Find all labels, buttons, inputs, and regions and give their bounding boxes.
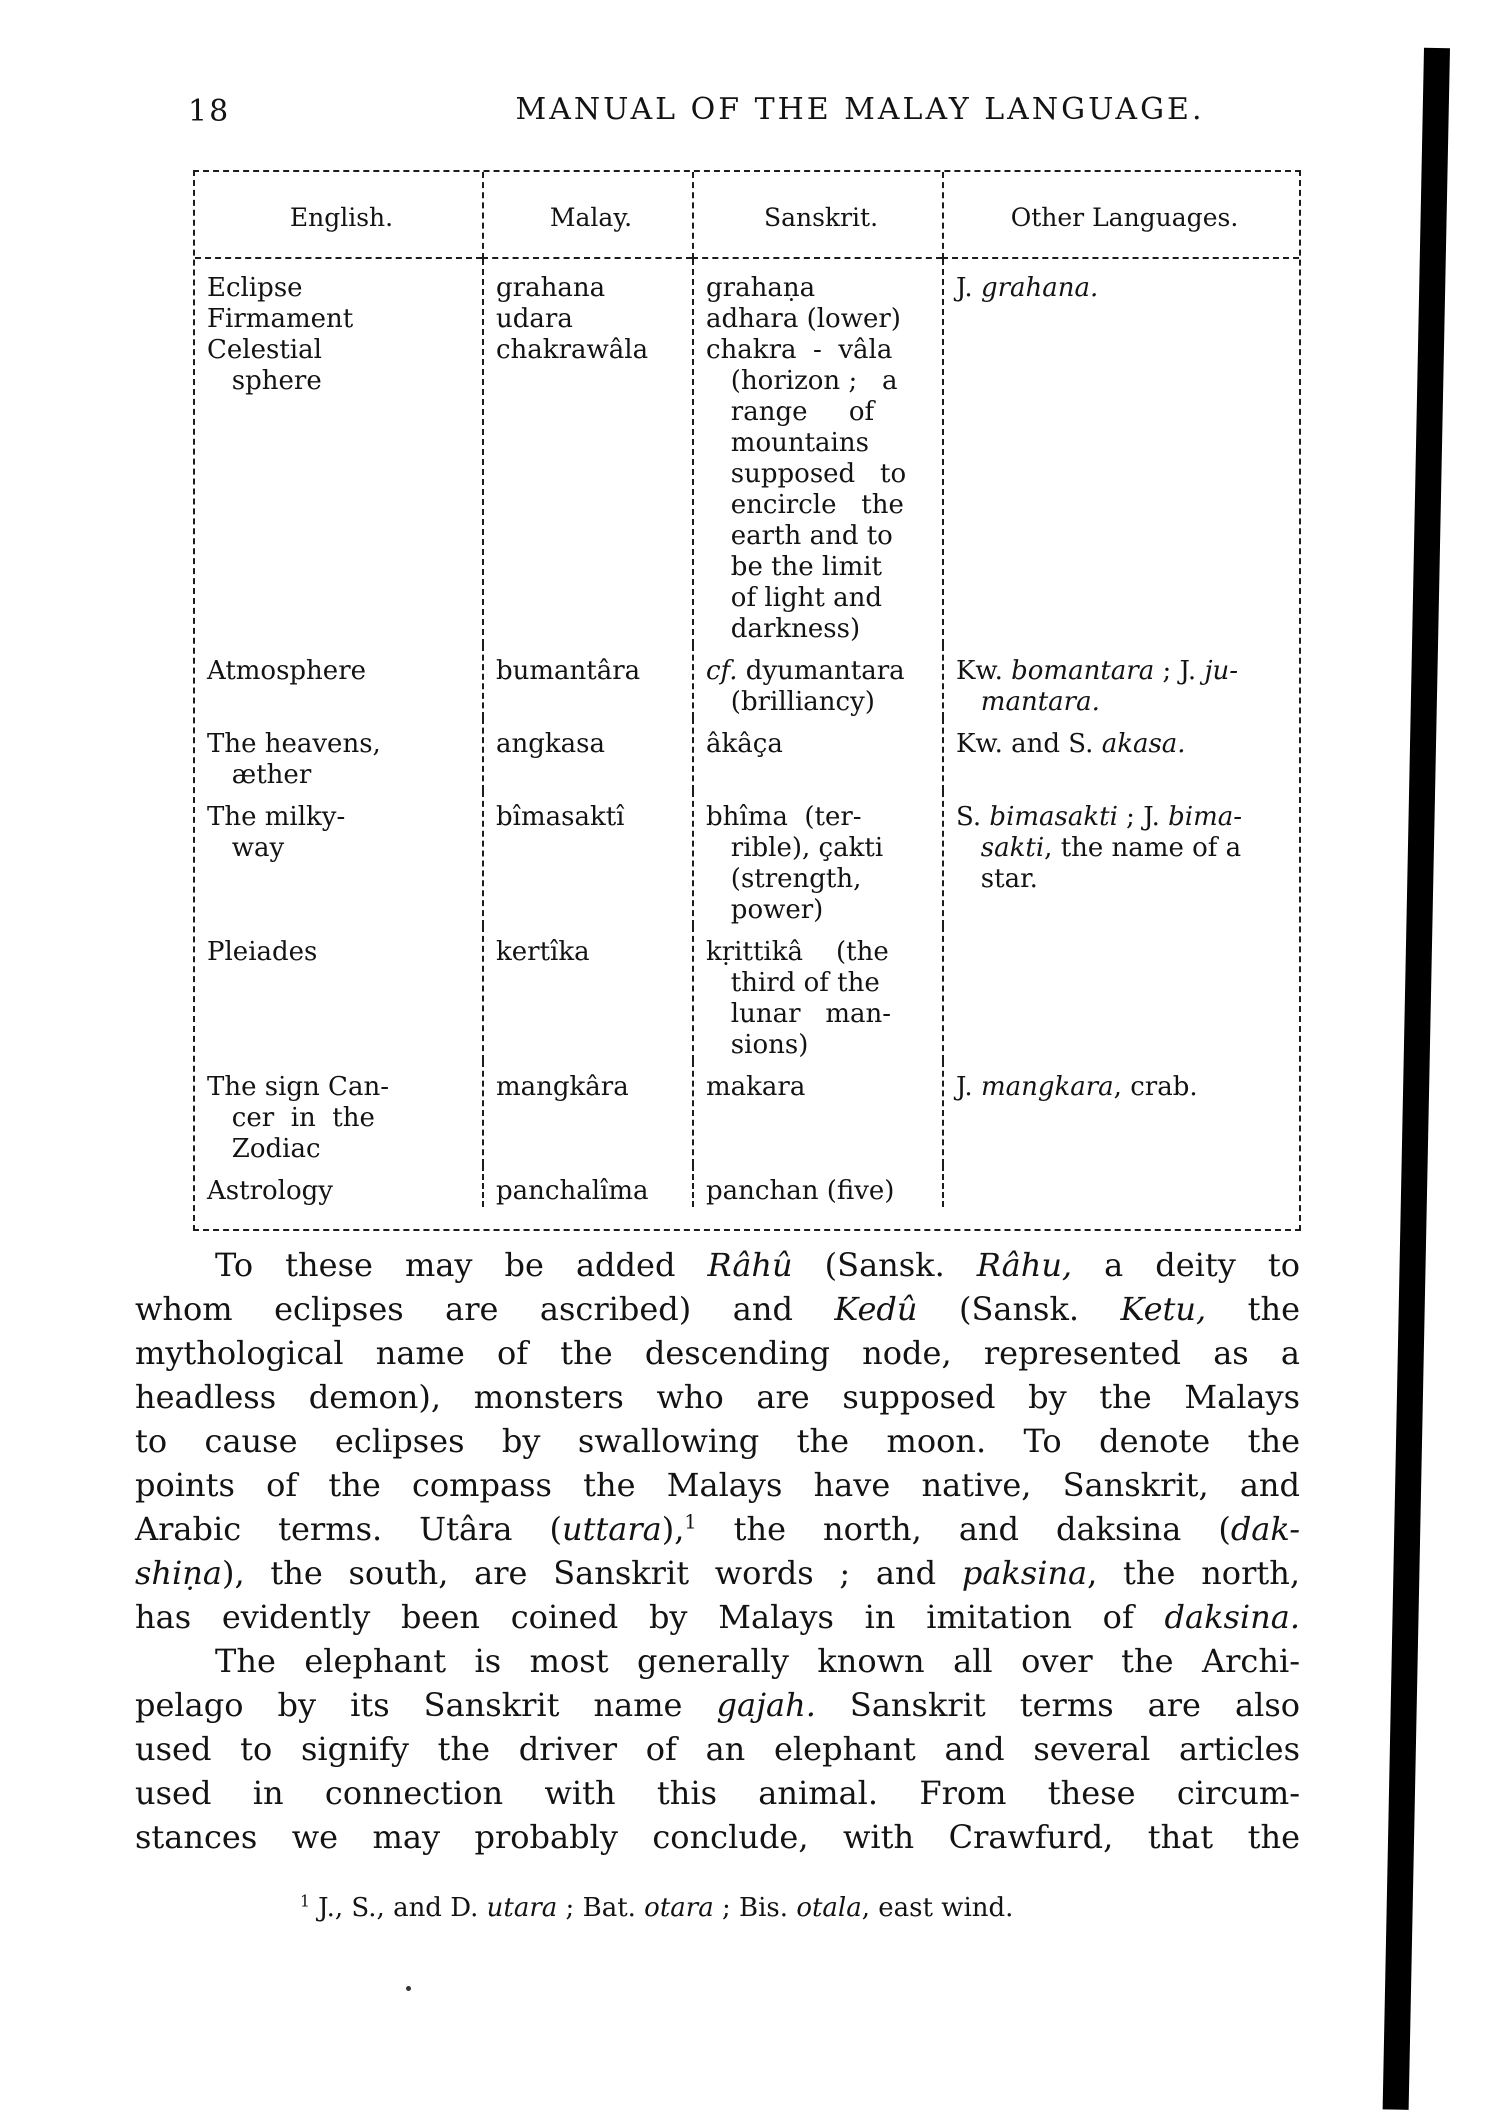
text-run: Ketu,: [1120, 1290, 1207, 1328]
text-line: [135, 1331, 1300, 1375]
text-run: power): [706, 895, 824, 925]
text-run: Râhu,: [976, 1246, 1073, 1284]
text-run: has evidently been coined by Malays in imitation of: [135, 1598, 1165, 1636]
text-line: [706, 1030, 936, 1061]
text-line: [706, 645, 936, 687]
text-line: [207, 926, 476, 968]
text-run: a deity to: [1072, 1246, 1301, 1284]
text-line: [496, 259, 686, 304]
text-line: [207, 366, 476, 397]
text-run: pelago by its Sanskrit name: [135, 1686, 717, 1724]
text-run: supposed to: [706, 459, 907, 489]
text-run: uttara: [561, 1510, 662, 1548]
table-cell: [482, 259, 692, 645]
text-run: æther: [207, 760, 312, 790]
text-run: sakti: [980, 833, 1045, 863]
column-header-english: English.: [195, 172, 482, 259]
text-line: [706, 895, 936, 926]
table-cell: [692, 1061, 942, 1165]
table-cell: [482, 645, 692, 718]
text-run: cf.: [706, 656, 738, 686]
table-cell: [195, 1165, 482, 1207]
text-line: [706, 614, 936, 645]
footnote: [300, 1892, 1013, 1924]
text-run: gajah.: [716, 1686, 816, 1724]
text-line: [706, 1165, 936, 1207]
paragraph: [135, 1639, 1300, 1859]
text-line: [706, 366, 936, 397]
text-run: mythological name of the descending node, represented as a: [135, 1334, 1300, 1372]
text-run: encircle the: [706, 490, 904, 520]
text-run: dak-: [1230, 1510, 1301, 1548]
text-run: Eclipse: [207, 273, 303, 303]
text-run: kṛittikâ (the: [706, 937, 889, 967]
paragraph: [135, 1243, 1300, 1639]
table-cell: [482, 1165, 692, 1207]
column-header-other-languages: Other Languages.: [942, 172, 1299, 259]
text-line: [207, 1103, 476, 1134]
text-line: [135, 1639, 1300, 1683]
page-number: 18: [188, 94, 231, 129]
text-run: whom eclipses are ascribed) and: [135, 1290, 835, 1328]
text-run: shiṇa: [135, 1554, 222, 1592]
text-run: , the name of a: [1044, 833, 1242, 863]
table-cell: [482, 926, 692, 1061]
text-line: [207, 1061, 476, 1103]
text-run: be the limit: [706, 552, 882, 582]
text-run: (horizon ; a: [706, 366, 898, 396]
text-line: [207, 718, 476, 760]
text-line: [706, 791, 936, 833]
text-line: [207, 833, 476, 864]
text-run: mantara.: [980, 687, 1100, 717]
text-run: star.: [956, 864, 1038, 894]
text-run: the: [1206, 1290, 1301, 1328]
text-line: [956, 864, 1293, 895]
text-run: angkasa: [496, 729, 605, 759]
text-run: grahaṇa: [706, 273, 816, 303]
text-run: , east wind.: [861, 1893, 1014, 1923]
text-run: utara: [486, 1893, 558, 1923]
text-line: [706, 490, 936, 521]
table-cell: [942, 1061, 1299, 1165]
text-line: [706, 583, 936, 614]
text-run: Atmosphere: [207, 656, 367, 686]
text-run: bomantara: [1011, 656, 1155, 686]
vocabulary-table: [193, 170, 1301, 1231]
text-run: The elephant is most generally known all over the Archi-: [215, 1642, 1300, 1680]
text-line: [706, 833, 936, 864]
text-run: akasa.: [1101, 729, 1186, 759]
text-run: J.: [956, 273, 981, 303]
text-line: [135, 1815, 1300, 1859]
table-cell: [692, 926, 942, 1061]
text-line: [706, 687, 936, 718]
table-cell: [942, 1165, 1299, 1207]
text-line: [956, 791, 1293, 833]
text-run: Kw.: [956, 656, 1012, 686]
text-run: range of: [706, 397, 875, 427]
text-line: [956, 259, 1293, 304]
text-line: [956, 687, 1293, 718]
table-cell: [482, 791, 692, 926]
text-run: lunar man-: [706, 999, 892, 1029]
text-run: bîmasaktî: [496, 802, 625, 832]
text-run: ; Bis.: [713, 1893, 797, 1923]
text-run: Pleiades: [207, 937, 318, 967]
text-run: adhara (lower): [706, 304, 901, 334]
text-line: [706, 552, 936, 583]
text-line: [956, 645, 1293, 687]
text-run: udara: [496, 304, 573, 334]
text-line: [207, 1134, 476, 1165]
table-cell: [692, 259, 942, 645]
text-line: [135, 1595, 1300, 1639]
table-cell: [692, 645, 942, 718]
text-run: Celestial: [207, 335, 322, 365]
text-run: chakra - vâla: [706, 335, 893, 365]
text-line: [496, 791, 686, 833]
text-line: [706, 999, 936, 1030]
text-run: ),: [661, 1510, 685, 1548]
text-line: [706, 459, 936, 490]
text-run: paksina: [961, 1554, 1088, 1592]
text-run: bumantâra: [496, 656, 641, 686]
text-line: [706, 259, 936, 304]
text-line: [706, 1061, 936, 1103]
table-cell: [195, 791, 482, 926]
text-run: The sign Can-: [207, 1072, 389, 1102]
text-run: to cause eclipses by swallowing the moon. To denote the: [135, 1422, 1300, 1460]
text-run: Firmament: [207, 304, 354, 334]
text-run: (strength,: [706, 864, 862, 894]
text-run: panchalîma: [496, 1176, 649, 1206]
text-run: (brilliancy): [706, 687, 875, 717]
table-cell: [195, 645, 482, 718]
scan-artifact-bar: [1383, 48, 1450, 2110]
text-line: [706, 397, 936, 428]
text-line: [207, 791, 476, 833]
text-run: Astrology: [207, 1176, 333, 1206]
text-run: 1: [300, 1892, 310, 1911]
text-line: [496, 1165, 686, 1207]
text-run: cer in the: [207, 1103, 375, 1133]
text-run: [956, 687, 981, 717]
text-run: mountains: [706, 428, 869, 458]
text-run: ; Bat.: [557, 1893, 645, 1923]
text-line: [135, 1771, 1300, 1815]
text-run: Râhû: [707, 1246, 793, 1284]
column-header-malay: Malay.: [482, 172, 692, 259]
text-run: ; J.: [1117, 802, 1169, 832]
text-run: To these may be added: [215, 1246, 708, 1284]
table-cell: [942, 926, 1299, 1061]
text-run: mangkara: [980, 1072, 1114, 1102]
text-line: [135, 1243, 1300, 1287]
table-cell: [482, 1061, 692, 1165]
text-line: [706, 304, 936, 335]
text-run: J., S., and D.: [309, 1893, 487, 1923]
text-line: [706, 864, 936, 895]
table-cell: [692, 1165, 942, 1207]
table-cell: [195, 259, 482, 645]
table-cell: [195, 718, 482, 791]
text-line: [956, 718, 1293, 760]
text-run: Kw. and S.: [956, 729, 1102, 759]
text-run: panchan (five): [706, 1176, 895, 1206]
text-run: grahana.: [980, 273, 1099, 303]
text-run: otala: [796, 1893, 862, 1923]
text-line: [496, 718, 686, 760]
text-line: [706, 968, 936, 999]
text-run: stances we may probably conclude, with Crawfurd, that the: [135, 1818, 1300, 1856]
text-line: [956, 1061, 1293, 1103]
text-line: [706, 718, 936, 760]
text-line: [135, 1683, 1300, 1727]
text-line: [135, 1507, 1300, 1551]
body-text: [135, 1243, 1300, 1859]
text-run: 1: [684, 1510, 697, 1534]
text-run: chakrawâla: [496, 335, 649, 365]
text-line: [207, 335, 476, 366]
text-run: The heavens,: [207, 729, 381, 759]
text-run: way: [207, 833, 285, 863]
column-header-sanskrit: Sanskrit.: [692, 172, 942, 259]
table-cell: [482, 718, 692, 791]
text-line: [135, 1375, 1300, 1419]
text-line: [135, 1727, 1300, 1771]
text-line: [135, 1419, 1300, 1463]
table-cell: [942, 259, 1299, 645]
text-run: bima-: [1168, 802, 1243, 832]
text-run: bhîma (ter-: [706, 802, 862, 832]
text-run: headless demon), monsters who are supposed by the Malays: [135, 1378, 1300, 1416]
table-cell: [942, 645, 1299, 718]
text-run: kertîka: [496, 937, 590, 967]
text-run: the north, and daksina (: [696, 1510, 1231, 1548]
text-run: makara: [706, 1072, 806, 1102]
text-line: [207, 1165, 476, 1207]
scan-artifact-speck: [406, 1986, 411, 1991]
text-run: S.: [956, 802, 990, 832]
text-run: Zodiac: [207, 1134, 321, 1164]
text-run: [956, 833, 981, 863]
text-run: rible), çakti: [706, 833, 884, 863]
text-line: [207, 645, 476, 687]
table-cell: [195, 1061, 482, 1165]
text-run: Kedû: [834, 1290, 918, 1328]
text-run: daksina.: [1164, 1598, 1300, 1636]
text-line: [706, 335, 936, 366]
text-line: [496, 335, 686, 366]
text-run: dyumantara: [737, 656, 905, 686]
text-line: [496, 926, 686, 968]
text-line: [207, 760, 476, 791]
table-cell: [942, 791, 1299, 926]
text-run: Sanskrit terms are also: [815, 1686, 1301, 1724]
text-run: (Sansk.: [792, 1246, 977, 1284]
text-run: , crab.: [1113, 1072, 1198, 1102]
text-run: used to signify the driver of an elephant and several articles: [135, 1730, 1300, 1768]
text-line: [706, 926, 936, 968]
text-run: The milky-: [207, 802, 346, 832]
text-run: of light and: [706, 583, 882, 613]
text-line: [706, 428, 936, 459]
running-head: [135, 92, 1300, 132]
text-run: grahana: [496, 273, 606, 303]
text-line: [496, 1061, 686, 1103]
text-run: earth and to: [706, 521, 893, 551]
text-run: ; J.: [1154, 656, 1205, 686]
text-run: bimasakti: [989, 802, 1118, 832]
text-run: darkness): [706, 614, 861, 644]
text-run: âkâça: [706, 729, 783, 759]
text-run: otara: [644, 1893, 714, 1923]
text-line: [207, 259, 476, 304]
table-cell: [692, 791, 942, 926]
text-run: Arabic terms. Utâra (: [135, 1510, 562, 1548]
text-line: [135, 1551, 1300, 1595]
text-run: used in connection with this animal. From these circum-: [135, 1774, 1300, 1812]
table-cell: [942, 718, 1299, 791]
text-run: (Sansk.: [917, 1290, 1121, 1328]
text-run: mangkâra: [496, 1072, 629, 1102]
text-run: ), the south, are Sanskrit words ; and: [221, 1554, 962, 1592]
text-line: [496, 304, 686, 335]
text-run: points of the compass the Malays have native, Sanskrit, and: [135, 1466, 1300, 1504]
text-line: [135, 1463, 1300, 1507]
table-cell: [692, 718, 942, 791]
text-line: [706, 521, 936, 552]
text-line: [135, 1287, 1300, 1331]
table-cell: [195, 926, 482, 1061]
text-line: [207, 304, 476, 335]
text-run: J.: [956, 1072, 981, 1102]
text-run: third of the: [706, 968, 880, 998]
book-title: MANUAL OF THE MALAY LANGUAGE.: [515, 92, 1205, 127]
text-line: [956, 833, 1293, 864]
text-run: sions): [706, 1030, 809, 1060]
text-run: sphere: [207, 366, 322, 396]
text-line: [496, 645, 686, 687]
text-run: ju-: [1204, 656, 1239, 686]
text-run: , the north,: [1087, 1554, 1300, 1592]
